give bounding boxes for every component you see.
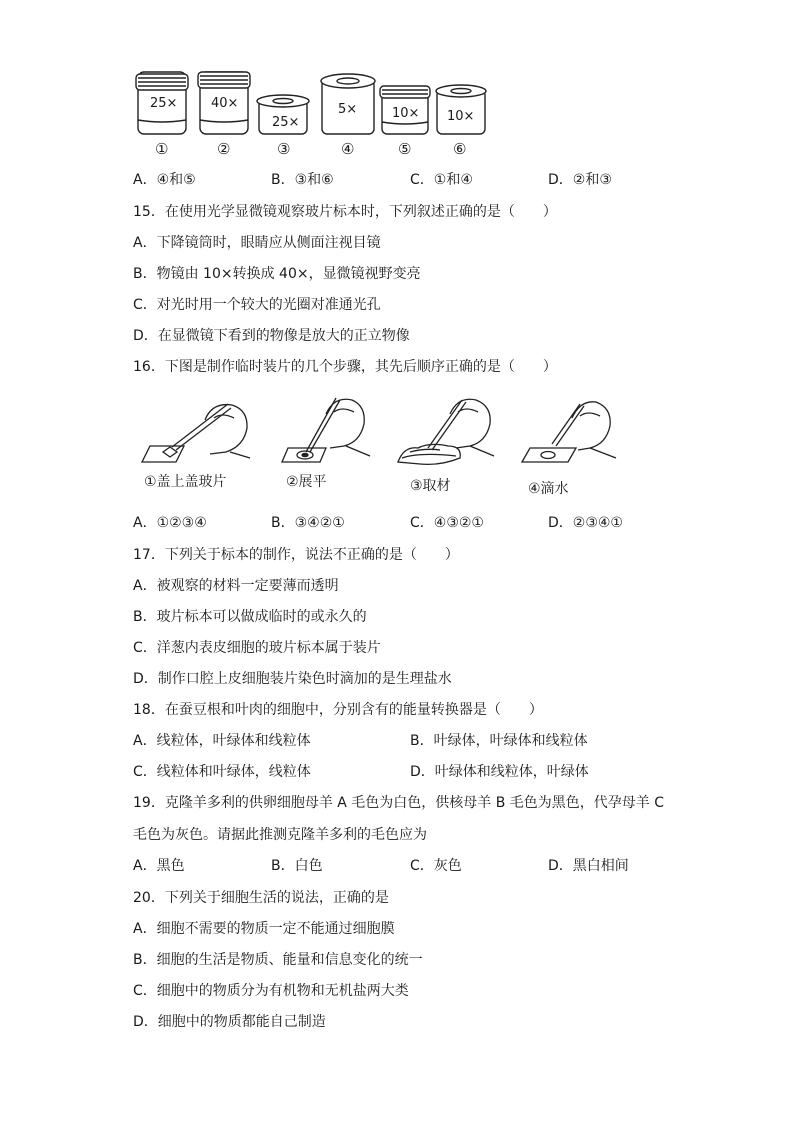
lens-6-num: ⑥: [453, 140, 467, 158]
q18-stem: 18．在蚕豆根和叶肉的细胞中，分别含有的能量转换器是（ ）: [133, 702, 543, 718]
lens-2-mark: 40×: [211, 96, 239, 111]
q14-option-b: B．③和⑥: [271, 172, 334, 188]
q16-option-c: C．④③②①: [410, 515, 484, 531]
step-4-caption: ④滴水: [528, 481, 569, 497]
q18-option-a: A．线粒体，叶绿体和线粒体: [133, 733, 311, 749]
q17-option-c: C．洋葱内表皮细胞的玻片标本属于装片: [133, 640, 381, 656]
q15-option-a: A．下降镜筒时，眼睛应从侧面注视目镜: [133, 235, 381, 251]
q20-option-d: D．细胞中的物质都能自己制造: [133, 1014, 326, 1030]
q14-option-c: C．①和④: [410, 172, 473, 188]
q18-option-c: C．线粒体和叶绿体，线粒体: [133, 764, 311, 780]
q15-stem: 15．在使用光学显微镜观察玻片标本时，下列叙述正确的是（ ）: [133, 204, 557, 220]
q14-option-d: D．②和③: [548, 172, 612, 188]
lens-1-num: ①: [155, 140, 169, 158]
q20-option-b: B．细胞的生活是物质、能量和信息变化的统一: [133, 952, 423, 968]
lens-5-mark: 10×: [392, 106, 420, 121]
step-3-icon: [398, 399, 494, 464]
q19-option-a: A．黑色: [133, 858, 185, 874]
q16-option-a: A．①②③④: [133, 515, 207, 531]
q14-option-a: A．④和⑤: [133, 172, 196, 188]
step-4-icon: [522, 402, 616, 462]
q17-option-a: A．被观察的材料一定要薄而透明: [133, 578, 339, 594]
lens-4-num: ④: [341, 140, 355, 158]
q19-stem-line-1: 19．克隆羊多利的供卵细胞母羊 A 毛色为白色，供核母羊 B 毛色为黑色，代孕母羊 C: [133, 795, 665, 811]
step-1-icon: [142, 404, 250, 462]
q16-option-d: D．②③④①: [548, 515, 623, 531]
q20-option-a: A．细胞不需要的物质一定不能通过细胞膜: [133, 921, 395, 937]
step-1-caption: ①盖上盖玻片: [144, 474, 227, 490]
q19-stem-line-2: 毛色为灰色。请据此推测克隆羊多利的毛色应为: [133, 827, 427, 843]
q18-option-b: B．叶绿体，叶绿体和线粒体: [410, 733, 588, 749]
q15-option-b: B．物镜由 10×转换成 40×，显微镜视野变亮: [133, 266, 421, 282]
q20-stem: 20．下列关于细胞生活的说法，正确的是: [133, 890, 389, 906]
q20-option-c: C．细胞中的物质分为有机物和无机盐两大类: [133, 983, 409, 999]
lens-3-num: ③: [277, 140, 291, 158]
lens-1-mark: 25×: [150, 96, 178, 111]
q15-option-d: D．在显微镜下看到的物像是放大的正立物像: [133, 328, 410, 344]
step-2-caption: ②展平: [286, 474, 327, 490]
q17-option-d: D．制作口腔上皮细胞装片染色时滴加的是生理盐水: [133, 671, 452, 687]
q17-option-b: B．玻片标本可以做成临时的或永久的: [133, 609, 367, 625]
q19-option-c: C．灰色: [410, 858, 462, 874]
q16-stem: 16．下图是制作临时装片的几个步骤，其先后顺序正确的是（ ）: [133, 359, 557, 375]
lens-3-mark: 25×: [272, 115, 300, 130]
q15-option-c: C．对光时用一个较大的光圈对准通光孔: [133, 297, 381, 313]
q16-option-b: B．③④②①: [271, 515, 345, 531]
q17-stem: 17．下列关于标本的制作，说法不正确的是（ ）: [133, 547, 459, 563]
q19-option-b: B．白色: [271, 858, 323, 874]
lens-4-mark: 5×: [338, 102, 358, 117]
step-2-icon: [282, 398, 370, 462]
q19-option-d: D．黑白相间: [548, 858, 629, 874]
lens-5-num: ⑤: [398, 140, 412, 158]
lens-2-num: ②: [217, 140, 231, 158]
slide-steps-figure: [0, 0, 794, 500]
q18-option-d: D．叶绿体和线粒体，叶绿体: [410, 764, 589, 780]
lens-6-mark: 10×: [447, 109, 475, 124]
step-3-caption: ③取材: [410, 478, 451, 494]
